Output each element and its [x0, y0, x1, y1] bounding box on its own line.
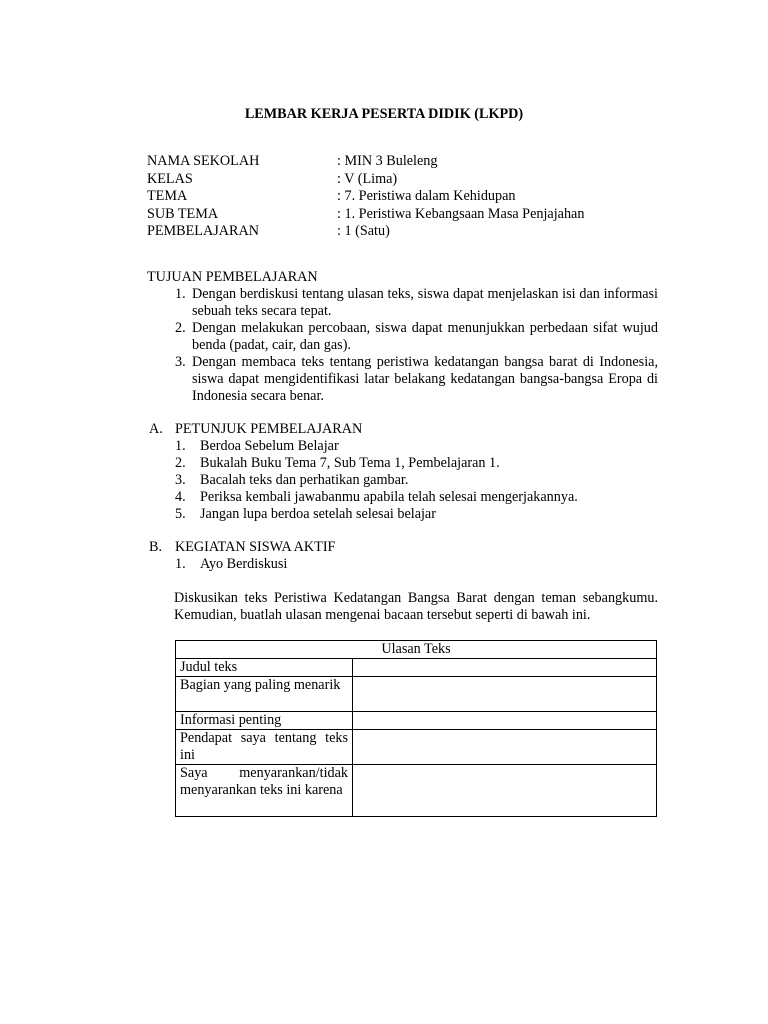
list-number: 3. [175, 472, 186, 488]
petunjuk-list [147, 438, 658, 523]
list-text: Berdoa Sebelum Belajar [200, 438, 339, 454]
tujuan-list [147, 286, 658, 405]
section-letter: B. [149, 539, 163, 555]
answer-cell[interactable] [353, 712, 657, 730]
list-number: 3. [175, 354, 186, 370]
tujuan-heading: TUJUAN PEMBELAJARAN [147, 269, 318, 285]
info-value: : 1 (Satu) [337, 223, 390, 239]
list-text: Dengan membaca teks tentang peristiwa kedatangan bangsa barat di Indonesia, siswa dapat mengidentifikasi latar belakang kedatangan bangsa-bangsa Eropa di Indonesia secara benar. [192, 354, 658, 404]
review-table [175, 640, 657, 817]
list-item [147, 455, 658, 472]
info-row [147, 223, 667, 241]
section-heading-text: PETUNJUK PEMBELAJARAN [175, 421, 363, 437]
table-row [176, 659, 657, 677]
list-number: 2. [175, 455, 186, 471]
kegiatan-list [147, 556, 658, 573]
table-header: Ulasan Teks [176, 641, 657, 659]
list-number: 1. [175, 556, 186, 572]
info-row [147, 206, 667, 224]
list-number: 1. [175, 286, 186, 302]
info-label: SUB TEMA [147, 205, 219, 222]
list-text: Dengan melakukan percobaan, siswa dapat menunjukkan perbedaan sifat wujud benda (padat, cair, dan gas). [192, 320, 658, 353]
page-title: LEMBAR KERJA PESERTA DIDIK (LKPD) [244, 106, 524, 122]
list-item [147, 556, 658, 573]
list-item [147, 354, 658, 405]
table-header-row [176, 641, 657, 659]
list-item [147, 320, 658, 354]
identity-block [147, 153, 667, 241]
table-row [176, 730, 657, 765]
petunjuk-heading [147, 421, 658, 438]
tujuan-section [147, 269, 658, 405]
table-row [176, 712, 657, 730]
info-label: KELAS [147, 170, 193, 187]
list-number: 4. [175, 489, 186, 505]
row-label: Pendapat saya tentang teks ini [176, 730, 353, 765]
row-label: Bagian yang paling menarik [176, 677, 353, 712]
list-text: Jangan lupa berdoa setelah selesai belajar [200, 506, 436, 522]
answer-cell[interactable] [353, 677, 657, 712]
list-text: Periksa kembali jawabanmu apabila telah selesai mengerjakannya. [200, 489, 578, 505]
answer-cell[interactable] [353, 659, 657, 677]
answer-cell[interactable] [353, 730, 657, 765]
list-item [147, 472, 658, 489]
info-label: TEMA [147, 188, 188, 204]
instruction-paragraph: Diskusikan teks Peristiwa Kedatangan Bangsa Barat dengan teman sebangkumu. Kemudian, buatlah ulasan mengenai bacaan tersebut seperti di bawah ini. [174, 590, 658, 623]
row-label: Informasi penting [176, 712, 353, 730]
list-text: Dengan berdiskusi tentang ulasan teks, siswa dapat menjelaskan isi dan informasi sebuah teks secara tepat. [192, 286, 658, 319]
list-item [147, 438, 658, 455]
petunjuk-section [147, 421, 658, 523]
info-value: : MIN 3 Buleleng [337, 153, 438, 169]
answer-cell[interactable] [353, 765, 657, 817]
list-item [147, 489, 658, 506]
info-row [147, 188, 667, 206]
section-heading-text: KEGIATAN SISWA AKTIF [175, 539, 336, 555]
list-item [147, 506, 658, 523]
list-number: 1. [175, 438, 186, 454]
row-label: Saya menyarankan/tidak menyarankan teks ini karena [176, 765, 353, 817]
list-number: 5. [175, 506, 186, 522]
list-text: Ayo Berdiskusi [200, 556, 288, 572]
info-label: NAMA SEKOLAH [147, 153, 260, 169]
kegiatan-heading [147, 539, 658, 556]
info-row [147, 171, 667, 189]
list-number: 2. [175, 320, 186, 336]
info-value: : 7. Peristiwa dalam Kehidupan [337, 188, 516, 204]
list-text: Bacalah teks dan perhatikan gambar. [200, 472, 409, 488]
info-value: : V (Lima) [337, 170, 398, 187]
table-row [176, 677, 657, 712]
info-label: PEMBELAJARAN [147, 223, 259, 239]
info-value: : 1. Peristiwa Kebangsaan Masa Penjajahan [337, 205, 585, 222]
row-label: Judul teks [176, 659, 353, 677]
section-letter: A. [149, 421, 163, 437]
list-text: Bukalah Buku Tema 7, Sub Tema 1, Pembelajaran 1. [200, 455, 500, 471]
table-row [176, 765, 657, 817]
info-row [147, 153, 667, 171]
list-item [147, 286, 658, 320]
kegiatan-section [147, 539, 658, 624]
